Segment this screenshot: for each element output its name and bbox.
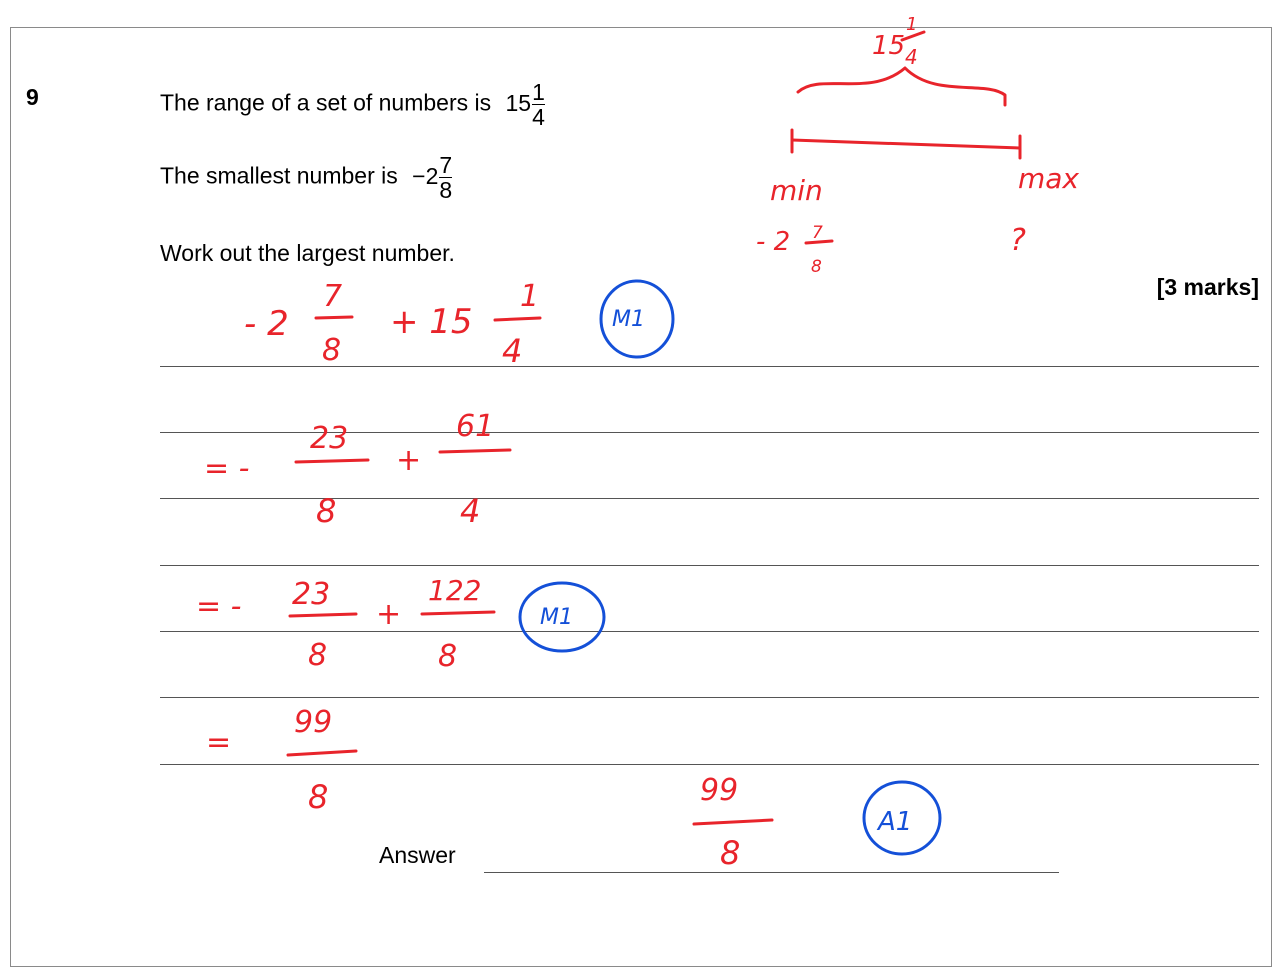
- step1-whole: - 2: [244, 304, 289, 344]
- mark-a1: A1: [878, 807, 913, 837]
- step1-num2: 1: [520, 279, 540, 314]
- min-label: min: [770, 174, 823, 207]
- answer-num: 99: [700, 773, 739, 808]
- smallest-whole: −2: [412, 162, 439, 189]
- range-text: The range of a set of numbers is: [160, 89, 492, 116]
- range-segment: [792, 140, 1020, 148]
- step2-plus: +: [396, 443, 422, 478]
- range-numerator: 1: [532, 79, 545, 105]
- step2-num: 23: [310, 421, 349, 456]
- step1-num: 7: [323, 279, 343, 314]
- mark-m1-2: M1: [540, 605, 573, 630]
- step1-den2: 4: [502, 332, 523, 370]
- range-annotation-num: 1: [906, 14, 918, 35]
- answer-label: Answer: [379, 842, 456, 868]
- marks-label: [3 marks]: [1156, 274, 1259, 300]
- answer-bar: [694, 820, 772, 824]
- step2-num2: 61: [456, 409, 495, 444]
- step4-eq: =: [206, 725, 232, 760]
- step3-plus: +: [376, 597, 402, 632]
- step2-eq: = -: [204, 451, 250, 486]
- step1-bar: [316, 317, 352, 318]
- answer-den: 8: [720, 834, 741, 872]
- min-value-bar: [806, 241, 832, 243]
- step3-num2: 122: [428, 574, 482, 607]
- smallest-denominator: 8: [439, 177, 453, 203]
- mark-m1: M1: [612, 307, 645, 332]
- step4-den: 8: [308, 778, 329, 816]
- step3-den2: 8: [438, 639, 458, 674]
- max-label: max: [1018, 162, 1080, 195]
- step4-num: 99: [294, 705, 333, 740]
- step2-den: 8: [316, 492, 337, 530]
- step3-den: 8: [308, 638, 328, 673]
- range-annotation: 15: [872, 31, 906, 61]
- smallest-numerator: 7: [439, 152, 453, 178]
- step3-eq: = -: [196, 589, 242, 624]
- step2-den2: 4: [460, 492, 481, 530]
- step2-bar2: [440, 450, 510, 452]
- step3-bar: [290, 614, 356, 616]
- range-whole: 15: [505, 89, 532, 116]
- min-value-num: 7: [812, 223, 823, 243]
- range-brace: [798, 68, 1005, 105]
- step2-bar: [296, 460, 368, 462]
- max-value: ?: [1010, 223, 1026, 258]
- instruction: Work out the largest number.: [160, 240, 455, 266]
- min-value: - 2: [756, 227, 791, 257]
- range-annotation-den: 4: [905, 45, 918, 69]
- step3-bar2: [422, 612, 494, 614]
- step3-num: 23: [292, 577, 331, 612]
- step1-plus: + 15: [390, 302, 473, 342]
- range-denominator: 4: [532, 104, 545, 130]
- min-value-den: 8: [811, 257, 822, 277]
- step1-den: 8: [322, 333, 342, 368]
- step1-bar2: [495, 318, 540, 320]
- smallest-text: The smallest number is: [160, 162, 398, 189]
- step4-bar: [288, 751, 356, 755]
- question-number: 9: [26, 84, 39, 110]
